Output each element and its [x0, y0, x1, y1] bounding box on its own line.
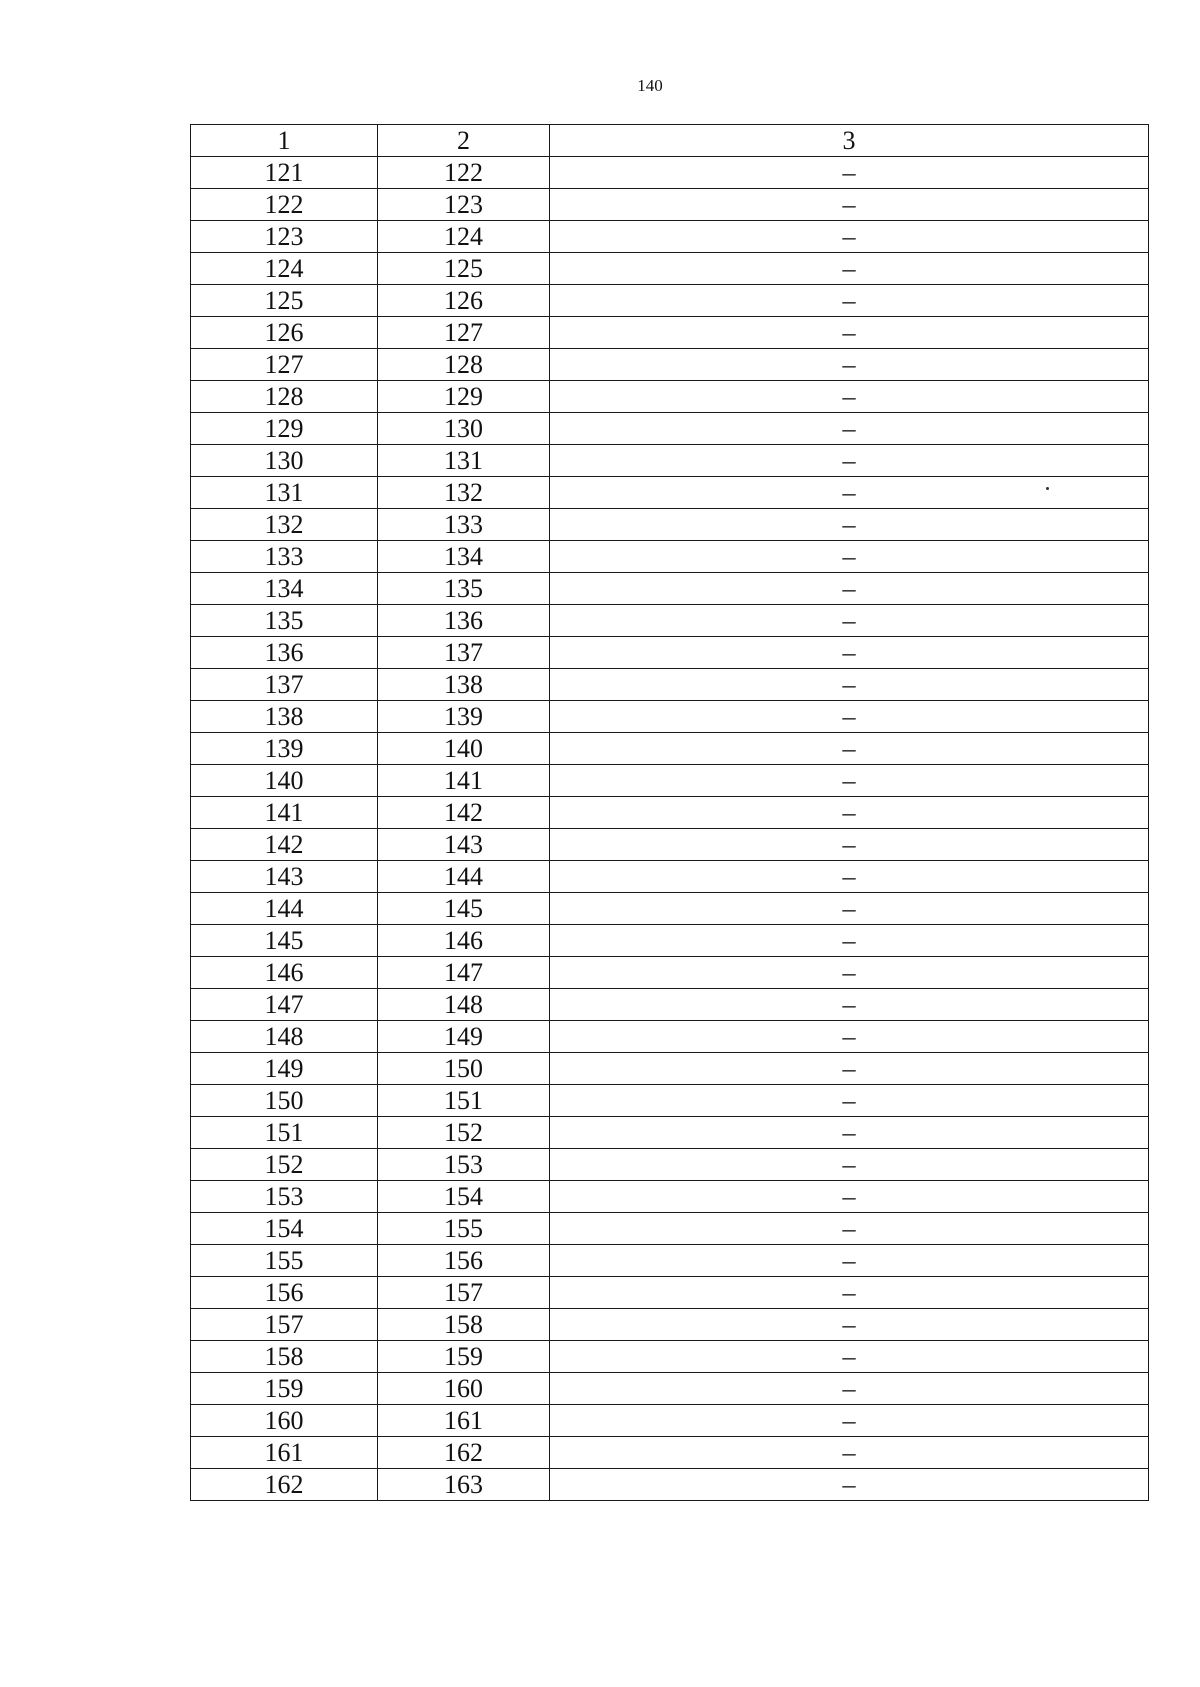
table-cell-col-3: – — [550, 1213, 1149, 1245]
table-cell-col-2: 147 — [378, 957, 550, 989]
table-row — [191, 861, 1149, 893]
table-row — [191, 349, 1149, 381]
table-cell-col-1: 123 — [191, 221, 378, 253]
table-cell-col-1: 134 — [191, 573, 378, 605]
table-cell-col-1: 137 — [191, 669, 378, 701]
table-cell-col-2: 145 — [378, 893, 550, 925]
table-row — [191, 797, 1149, 829]
table-cell-col-3: – — [550, 797, 1149, 829]
table-cell-col-2: 132 — [378, 477, 550, 509]
table-cell-col-2: 122 — [378, 157, 550, 189]
page-number: 140 — [637, 76, 663, 95]
stray-mark — [1046, 487, 1049, 490]
table-cell-col-1: 133 — [191, 541, 378, 573]
data-table — [190, 124, 1149, 1501]
table-cell-col-1: 130 — [191, 445, 378, 477]
table-cell-col-2: 134 — [378, 541, 550, 573]
table-row — [191, 989, 1149, 1021]
table-cell-col-1: 139 — [191, 733, 378, 765]
table-cell-col-1: 158 — [191, 1341, 378, 1373]
table-cell-col-2: 144 — [378, 861, 550, 893]
table-cell-col-3: – — [550, 445, 1149, 477]
table-cell-col-1: 159 — [191, 1373, 378, 1405]
table-cell-col-1: 142 — [191, 829, 378, 861]
table-row — [191, 221, 1149, 253]
table-cell-col-1: 156 — [191, 1277, 378, 1309]
table-cell-col-2: 124 — [378, 221, 550, 253]
table-row — [191, 573, 1149, 605]
table-cell-col-3: – — [550, 1085, 1149, 1117]
table-cell-col-3: – — [550, 1117, 1149, 1149]
table-cell-col-2: 157 — [378, 1277, 550, 1309]
table-cell-col-1: 136 — [191, 637, 378, 669]
table-row — [191, 1149, 1149, 1181]
table-row — [191, 477, 1149, 509]
table-cell-col-3: – — [550, 509, 1149, 541]
table-cell-col-2: 123 — [378, 189, 550, 221]
table-cell-col-1: 125 — [191, 285, 378, 317]
table-row — [191, 1053, 1149, 1085]
table-cell-col-1: 157 — [191, 1309, 378, 1341]
table-row — [191, 1245, 1149, 1277]
table-row — [191, 1213, 1149, 1245]
table-cell-col-1: 153 — [191, 1181, 378, 1213]
column-header-2: 2 — [378, 125, 550, 157]
table-cell-col-2: 125 — [378, 253, 550, 285]
table-cell-col-2: 143 — [378, 829, 550, 861]
table-cell-col-1: 160 — [191, 1405, 378, 1437]
table-cell-col-2: 137 — [378, 637, 550, 669]
table-cell-col-2: 152 — [378, 1117, 550, 1149]
table-cell-col-3: – — [550, 765, 1149, 797]
table-cell-col-3: – — [550, 669, 1149, 701]
column-header-3: 3 — [550, 125, 1149, 157]
table-cell-col-2: 163 — [378, 1469, 550, 1501]
table-cell-col-1: 132 — [191, 509, 378, 541]
table-cell-col-1: 154 — [191, 1213, 378, 1245]
table-cell-col-2: 155 — [378, 1213, 550, 1245]
table-cell-col-3: – — [550, 1021, 1149, 1053]
table-cell-col-3: – — [550, 317, 1149, 349]
table-cell-col-3: – — [550, 349, 1149, 381]
table-cell-col-2: 130 — [378, 413, 550, 445]
table-cell-col-1: 145 — [191, 925, 378, 957]
table-cell-col-2: 140 — [378, 733, 550, 765]
table-row — [191, 541, 1149, 573]
table-cell-col-2: 156 — [378, 1245, 550, 1277]
table-cell-col-2: 138 — [378, 669, 550, 701]
table-cell-col-2: 154 — [378, 1181, 550, 1213]
table-cell-col-3: – — [550, 1181, 1149, 1213]
table-cell-col-2: 148 — [378, 989, 550, 1021]
table-cell-col-2: 162 — [378, 1437, 550, 1469]
table-cell-col-2: 158 — [378, 1309, 550, 1341]
table-cell-col-1: 161 — [191, 1437, 378, 1469]
table-cell-col-1: 146 — [191, 957, 378, 989]
table-cell-col-2: 127 — [378, 317, 550, 349]
table-row — [191, 509, 1149, 541]
table-cell-col-3: – — [550, 1469, 1149, 1501]
table-cell-col-1: 121 — [191, 157, 378, 189]
table-row — [191, 925, 1149, 957]
table-cell-col-3: – — [550, 1437, 1149, 1469]
table-cell-col-1: 124 — [191, 253, 378, 285]
table-cell-col-3: – — [550, 1053, 1149, 1085]
table-row — [191, 1117, 1149, 1149]
table-cell-col-3: – — [550, 989, 1149, 1021]
table-cell-col-2: 126 — [378, 285, 550, 317]
table-row — [191, 317, 1149, 349]
table-row — [191, 1181, 1149, 1213]
table-cell-col-2: 153 — [378, 1149, 550, 1181]
table-cell-col-1: 151 — [191, 1117, 378, 1149]
table-row — [191, 1021, 1149, 1053]
table-cell-col-1: 148 — [191, 1021, 378, 1053]
table-cell-col-3: – — [550, 637, 1149, 669]
table-row — [191, 157, 1149, 189]
table-cell-col-3: – — [550, 957, 1149, 989]
table-row — [191, 1085, 1149, 1117]
table-cell-col-3: – — [550, 1245, 1149, 1277]
table-cell-col-3: – — [550, 157, 1149, 189]
table-cell-col-1: 144 — [191, 893, 378, 925]
table-row — [191, 1469, 1149, 1501]
table-cell-col-3: – — [550, 381, 1149, 413]
table-cell-col-3: – — [550, 1341, 1149, 1373]
table-row — [191, 189, 1149, 221]
table-row — [191, 893, 1149, 925]
table-cell-col-2: 159 — [378, 1341, 550, 1373]
table-cell-col-3: – — [550, 861, 1149, 893]
table-cell-col-3: – — [550, 1373, 1149, 1405]
table-cell-col-3: – — [550, 477, 1149, 509]
table-cell-col-1: 122 — [191, 189, 378, 221]
table-row — [191, 1405, 1149, 1437]
table-cell-col-1: 147 — [191, 989, 378, 1021]
table-row — [191, 829, 1149, 861]
table-cell-col-3: – — [550, 605, 1149, 637]
table-row — [191, 1437, 1149, 1469]
table-cell-col-1: 141 — [191, 797, 378, 829]
table-cell-col-1: 128 — [191, 381, 378, 413]
table-cell-col-2: 160 — [378, 1373, 550, 1405]
table-cell-col-3: – — [550, 1309, 1149, 1341]
table-cell-col-3: – — [550, 541, 1149, 573]
table-cell-col-3: – — [550, 285, 1149, 317]
table-cell-col-2: 128 — [378, 349, 550, 381]
table-row — [191, 669, 1149, 701]
table-row — [191, 381, 1149, 413]
table-cell-col-2: 149 — [378, 1021, 550, 1053]
table-cell-col-1: 135 — [191, 605, 378, 637]
table-row — [191, 957, 1149, 989]
table-cell-col-3: – — [550, 1149, 1149, 1181]
table-header — [191, 125, 1149, 157]
table-cell-col-1: 138 — [191, 701, 378, 733]
table-body — [191, 157, 1149, 1501]
table-row — [191, 1277, 1149, 1309]
table-cell-col-1: 129 — [191, 413, 378, 445]
table-cell-col-3: – — [550, 221, 1149, 253]
table-cell-col-2: 139 — [378, 701, 550, 733]
table-cell-col-2: 136 — [378, 605, 550, 637]
table-cell-col-3: – — [550, 1405, 1149, 1437]
table-header-row — [191, 125, 1149, 157]
table-cell-col-2: 151 — [378, 1085, 550, 1117]
table-cell-col-3: – — [550, 1277, 1149, 1309]
table-cell-col-3: – — [550, 573, 1149, 605]
table-cell-col-3: – — [550, 701, 1149, 733]
table-row — [191, 1341, 1149, 1373]
table-row — [191, 253, 1149, 285]
table-cell-col-3: – — [550, 733, 1149, 765]
table-cell-col-3: – — [550, 253, 1149, 285]
table-row — [191, 637, 1149, 669]
table-cell-col-1: 140 — [191, 765, 378, 797]
table-cell-col-3: – — [550, 413, 1149, 445]
table-cell-col-1: 155 — [191, 1245, 378, 1277]
table-cell-col-2: 133 — [378, 509, 550, 541]
table-cell-col-3: – — [550, 189, 1149, 221]
table-cell-col-2: 142 — [378, 797, 550, 829]
table-cell-col-2: 135 — [378, 573, 550, 605]
table-cell-col-3: – — [550, 829, 1149, 861]
column-header-1: 1 — [191, 125, 378, 157]
table-cell-col-1: 162 — [191, 1469, 378, 1501]
table-cell-col-1: 143 — [191, 861, 378, 893]
table-cell-col-2: 146 — [378, 925, 550, 957]
table-cell-col-3: – — [550, 893, 1149, 925]
table-row — [191, 1373, 1149, 1405]
table-cell-col-1: 131 — [191, 477, 378, 509]
table-row — [191, 733, 1149, 765]
table-cell-col-1: 149 — [191, 1053, 378, 1085]
table-cell-col-3: – — [550, 925, 1149, 957]
table-cell-col-2: 141 — [378, 765, 550, 797]
table-row — [191, 285, 1149, 317]
table-row — [191, 413, 1149, 445]
table-row — [191, 445, 1149, 477]
table-row — [191, 765, 1149, 797]
table-cell-col-1: 127 — [191, 349, 378, 381]
table-cell-col-2: 161 — [378, 1405, 550, 1437]
table-cell-col-2: 131 — [378, 445, 550, 477]
table-cell-col-1: 150 — [191, 1085, 378, 1117]
table-row — [191, 1309, 1149, 1341]
table-cell-col-1: 152 — [191, 1149, 378, 1181]
table-cell-col-2: 129 — [378, 381, 550, 413]
table-cell-col-1: 126 — [191, 317, 378, 349]
table-cell-col-2: 150 — [378, 1053, 550, 1085]
table-row — [191, 701, 1149, 733]
table-row — [191, 605, 1149, 637]
